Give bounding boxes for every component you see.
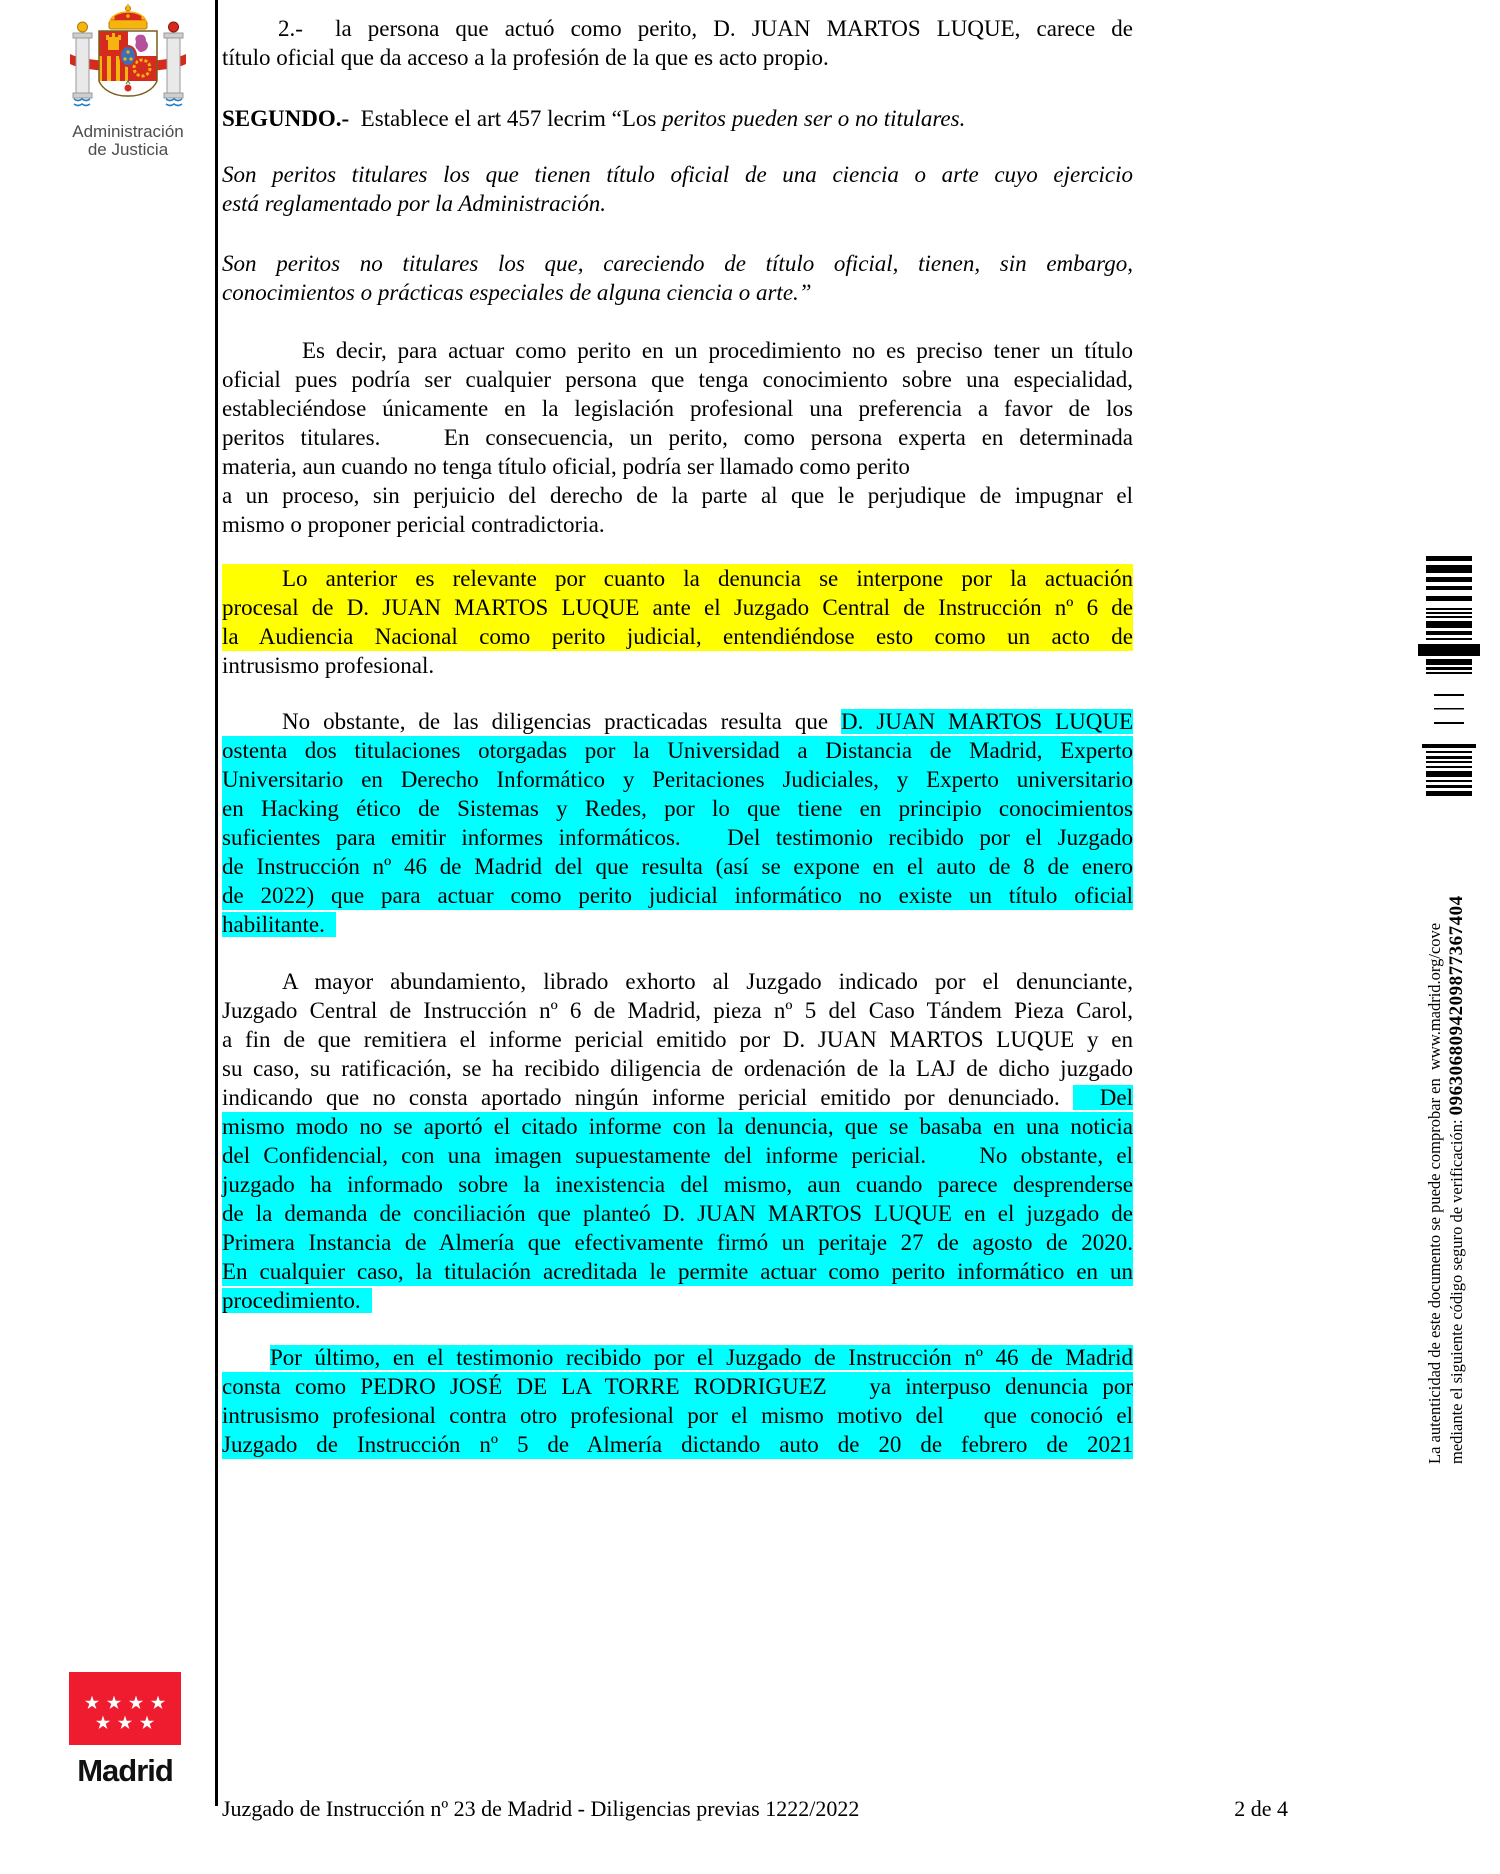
paragraph [222,967,1133,1315]
text-segment: la Audiencia Nacional como perito judicial, entendiéndose esto como un acto de [222,624,1133,649]
verification-text-line1 [1424,800,1446,1464]
text-line [222,1257,1133,1286]
text-segment: de la demanda de conciliación que planteó D. JUAN MARTOS LUQUE en el juzgado de [222,1201,1133,1226]
text-segment: intrusismo profesional contra otro profesional por el mismo motivo del que conoció el [222,1403,1133,1428]
text-line [222,249,1133,278]
verification-text: La autenticidad de este documento se puede comprobar en [1425,1069,1444,1464]
text-line [222,1343,1133,1372]
document-body [222,0,1133,1459]
text-segment: Juzgado Central de Instrucción nº 6 de Madrid, pieza nº 5 del Caso Tándem Pieza Carol, [222,998,1133,1023]
text-segment: procedimiento. [222,1288,373,1313]
text-line [222,1199,1133,1228]
text-line [222,651,1133,680]
text-line [222,1286,1133,1315]
text-line [222,1054,1133,1083]
text-line [222,1401,1133,1430]
verification-text-line2 [1446,800,1468,1464]
text-segment: Juzgado de Instrucción nº 5 de Almería dictando auto de 20 de febrero de 2021 [222,1432,1133,1457]
left-margin-rule [215,0,218,1806]
paragraph [222,564,1133,680]
text-segment: Son peritos no titulares los que, careciendo de título oficial, tienen, sin embargo, [222,251,1133,276]
text-segment: de 2022) que para actuar como perito judicial informático no existe un título oficial [222,883,1133,908]
text-line [222,1430,1133,1459]
text-segment: título oficial que da acceso a la profesión de la que es acto propio. [222,45,829,70]
text-line [222,481,1133,510]
text-line [222,881,1133,910]
spain-coat-of-arms-icon [68,4,188,116]
text-line [222,189,1133,218]
paragraph [222,1343,1133,1459]
text-segment: materia, aun cuando no tenga título oficial, podría ser llamado como perito [222,454,910,479]
text-line [222,967,1133,996]
paragraph [222,14,1133,72]
text-segment: consta como PEDRO JOSÉ DE LA TORRE RODRIGUEZ ya interpuso denuncia por [222,1374,1133,1399]
text-segment: ostenta dos titulaciones otorgadas por la Universidad a Distancia de Madrid, Experto [222,738,1133,763]
text-line [222,996,1133,1025]
text-segment: oficial pues podría ser cualquier persona que tenga conocimiento sobre una especialidad, [222,367,1133,392]
text-line [222,452,1133,481]
text-segment: Universitario en Derecho Informático y Peritaciones Judiciales, y Experto universitario [222,767,1133,792]
text-line [222,1112,1133,1141]
text-segment: su caso, su ratificación, se ha recibido diligencia de ordenación de la LAJ de dicho juzgado [222,1056,1133,1081]
text-segment: mismo modo no se aportó el citado informe con la denuncia, que se basaba en una noticia [222,1114,1133,1139]
text-segment: está reglamentado por la Administración. [222,191,606,216]
paragraph [222,707,1133,939]
text-segment: intrusismo profesional. [222,653,435,678]
text-segment: a un proceso, sin perjuicio del derecho de la parte al que le perjudique de impugnar el [222,483,1133,508]
paragraph [222,336,1133,539]
text-segment: suficientes para emitir informes informáticos. Del testimonio recibido por el Juzgado [222,825,1133,850]
verification-sidebar [1424,800,1470,1464]
text-line [222,593,1133,622]
text-line [222,394,1133,423]
text-segment: indicando que no consta aportado ningún informe pericial emitido por denunciado. [222,1085,1074,1110]
text-line [222,564,1133,593]
text-segment: procesal de D. JUAN MARTOS LUQUE ante el Juzgado Central de Instrucción nº 6 de [222,595,1133,620]
text-line [222,1025,1133,1054]
text-line [222,1228,1133,1257]
text-segment: Es decir, para actuar como perito en un procedimiento no es preciso tener un título [302,338,1133,363]
text-segment: del Confidencial, con una imagen supuestamente del informe pericial. No obstante, el [222,1143,1133,1168]
text-line [222,1141,1133,1170]
verification-barcode-icon [1417,556,1481,801]
verification-code: 0963068094209877367404 [1446,895,1467,1116]
text-line [222,622,1133,651]
text-line [222,510,1133,539]
verification-text2: mediante el siguiente código seguro de verificación: [1447,1115,1466,1464]
text-line [222,852,1133,881]
text-segment: de Instrucción nº 46 de Madrid del que resulta (así se expone en el auto de 8 de enero [222,854,1133,879]
text-line [222,14,1133,43]
text-segment: juzgado ha informado sobre la inexistencia del mismo, aun cuando parece desprenderse [222,1172,1133,1197]
text-segment: Primera Instancia de Almería que efectivamente firmó un peritaje 27 de agosto de 2020. [222,1230,1133,1255]
text-segment: Del [1073,1085,1133,1110]
text-segment: A mayor abundamiento, librado exhorto al Juzgado indicado por el denunciante, [282,969,1133,994]
text-segment: estableciéndose únicamente en la legislación profesional una preferencia a favor de los [222,396,1133,421]
text-segment: en Hacking ético de Sistemas y Redes, por lo que tiene en principio conocimientos [222,796,1133,821]
text-segment: Lo anterior es relevante por cuanto la denuncia se interpone por la actuación [282,566,1133,591]
text-segment: a fin de que remitiera el informe pericial emitido por D. JUAN MARTOS LUQUE y en [222,1027,1133,1052]
text-segment: mismo o proponer pericial contradictoria. [222,512,605,537]
text-segment: Establece el art 457 lecrim “Los [349,106,663,131]
text-segment: D. JUAN MARTOS LUQUE [841,709,1133,734]
paragraph [222,160,1133,218]
text-segment: peritos pueden ser o no titulares. [662,106,966,131]
text-line [222,1372,1133,1401]
text-line [222,365,1133,394]
justice-caption-line2: de Justicia [87,140,169,159]
text-segment: Son peritos titulares los que tienen título oficial de una ciencia o arte cuyo ejercicio [222,162,1133,187]
text-segment: conocimientos o prácticas especiales de alguna ciencia o arte.” [222,280,812,305]
justice-logo [66,4,190,159]
text-line [222,823,1133,852]
text-line [222,794,1133,823]
madrid-logo [68,1672,182,1789]
text-segment: En cualquier caso, la titulación acreditada le permite actuar como perito informático en un [222,1259,1133,1284]
text-segment: habilitante. [222,912,337,937]
justice-caption-line1: Administración [72,122,184,141]
text-line [222,160,1133,189]
text-segment: 2.- la persona que actuó como perito, D. JUAN MARTOS LUQUE, carece de [278,16,1133,41]
madrid-flag-icon [69,1672,181,1745]
paragraph [222,249,1133,307]
text-line [222,104,1133,133]
text-line [222,423,1133,452]
page-footer [222,1796,1288,1822]
text-segment: SEGUNDO.- [222,106,350,131]
text-line [222,278,1133,307]
text-line [222,1083,1133,1112]
text-segment: peritos titulares. En consecuencia, un perito, como persona experta en determinada [222,425,1133,450]
footer-court-reference: Juzgado de Instrucción nº 23 de Madrid - Diligencias previas 1222/2022 [222,1796,860,1821]
footer-page-number: 2 de 4 [1234,1796,1288,1821]
text-line [222,336,1133,365]
paragraph [222,104,1133,133]
text-line [222,736,1133,765]
verification-url: www.madrid.org/cove [1425,922,1444,1070]
text-line [222,765,1133,794]
text-line [222,43,1133,72]
madrid-logo-label: Madrid [77,1753,173,1788]
text-segment: Por último, en el testimonio recibido por el Juzgado de Instrucción nº 46 de Madrid [270,1345,1133,1370]
text-line [222,707,1133,736]
text-line [222,910,1133,939]
text-segment: No obstante, de las diligencias practicadas resulta que [282,709,841,734]
text-line [222,1170,1133,1199]
